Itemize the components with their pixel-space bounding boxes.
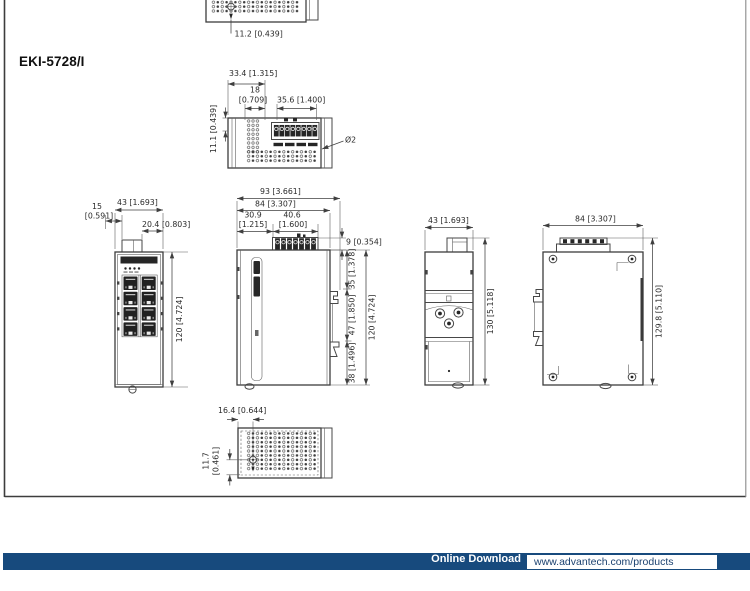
dim-label-rear-height: 130 [5.118]: [486, 288, 495, 335]
view-rear-panel-partial: [206, 0, 318, 39]
rj45-port-block: [117, 275, 163, 337]
footer-bar: [3, 553, 750, 570]
dim-label-rear-width: 43 [1.693]: [428, 216, 469, 225]
view-bottom: [202, 406, 333, 486]
dim-label-terminal-height: 9 [0.354]: [346, 237, 382, 247]
view-top: [209, 69, 356, 168]
dim-label-side-body: 84 [3.307]: [255, 199, 296, 209]
dim-label-rear-hole-offset: 11.2 [0.439]: [234, 29, 283, 39]
dim-label-hole-diameter: Ø2: [345, 135, 357, 145]
dim-label-side-b-in: [1.600]: [278, 220, 308, 229]
footer-download-label: Online Download: [431, 553, 521, 565]
mounting-screws: [549, 255, 636, 381]
dim-label-side-b-mm: 40.6: [283, 210, 301, 220]
view-front: [85, 198, 190, 393]
din-clip-side2: [534, 290, 544, 346]
side-label-strip: [252, 258, 263, 381]
dim-label-bottom-b: [0.461]: [211, 446, 221, 476]
dim-label-bottom-a: 11.7: [201, 452, 211, 470]
view-rear: [425, 216, 495, 388]
dim-label-top-terminal: 35.6 [1.400]: [277, 95, 326, 105]
dim-label-seg-mid: 47 [1.850]: [347, 294, 357, 336]
terminal-block-top: [272, 118, 320, 146]
dim-label-top-offset-in: [0.709]: [238, 95, 268, 105]
terminal-block-side2: [557, 238, 611, 252]
terminal-block-side: [273, 234, 319, 251]
dim-label-front-width: 43 [1.693]: [117, 198, 158, 207]
footer-url: www.advantech.com/products: [534, 555, 674, 568]
dim-label-side2-height: 129.8 [5.110]: [654, 284, 664, 339]
dim-label-front-height: 120 [4.724]: [175, 296, 184, 343]
dim-label-side-a-in: [1.215]: [238, 220, 268, 229]
dim-label-side-a-mm: 30.9: [244, 210, 262, 220]
page-frame: [5, 0, 747, 497]
view-side-left: [534, 215, 664, 389]
dim-label-seg-top: 35 [1.378]: [347, 248, 357, 290]
dim-label-side-height: 120 [4.724]: [367, 294, 377, 341]
din-latch-screws: [435, 308, 463, 328]
dim-label-side-overall: 93 [3.661]: [260, 187, 301, 196]
page-title: EKI-5728/I: [19, 54, 85, 69]
dim-label-front-conn-offset: 20.4 [0.803]: [142, 220, 191, 229]
din-clip-side: [330, 292, 339, 357]
dim-label-top-overall: 33.4 [1.315]: [229, 69, 278, 78]
dim-label-top-side: 11.1 [0.439]: [209, 104, 218, 154]
footer-url-box: [527, 555, 717, 569]
dim-label-side2-body: 84 [3.307]: [575, 214, 616, 224]
dim-label-top-offset-mm: 18: [250, 85, 260, 95]
view-side-right: [237, 187, 382, 389]
led-indicators: [124, 267, 141, 273]
dim-label-bottom-offset: 16.4 [0.644]: [218, 406, 267, 415]
front-name-plate: [121, 257, 158, 264]
dim-label-front-offset-mm: 15: [92, 202, 102, 211]
dim-label-seg-bottom: 38 [1.496]: [347, 342, 357, 384]
dim-label-front-offset-in: [0.591]: [84, 211, 114, 221]
